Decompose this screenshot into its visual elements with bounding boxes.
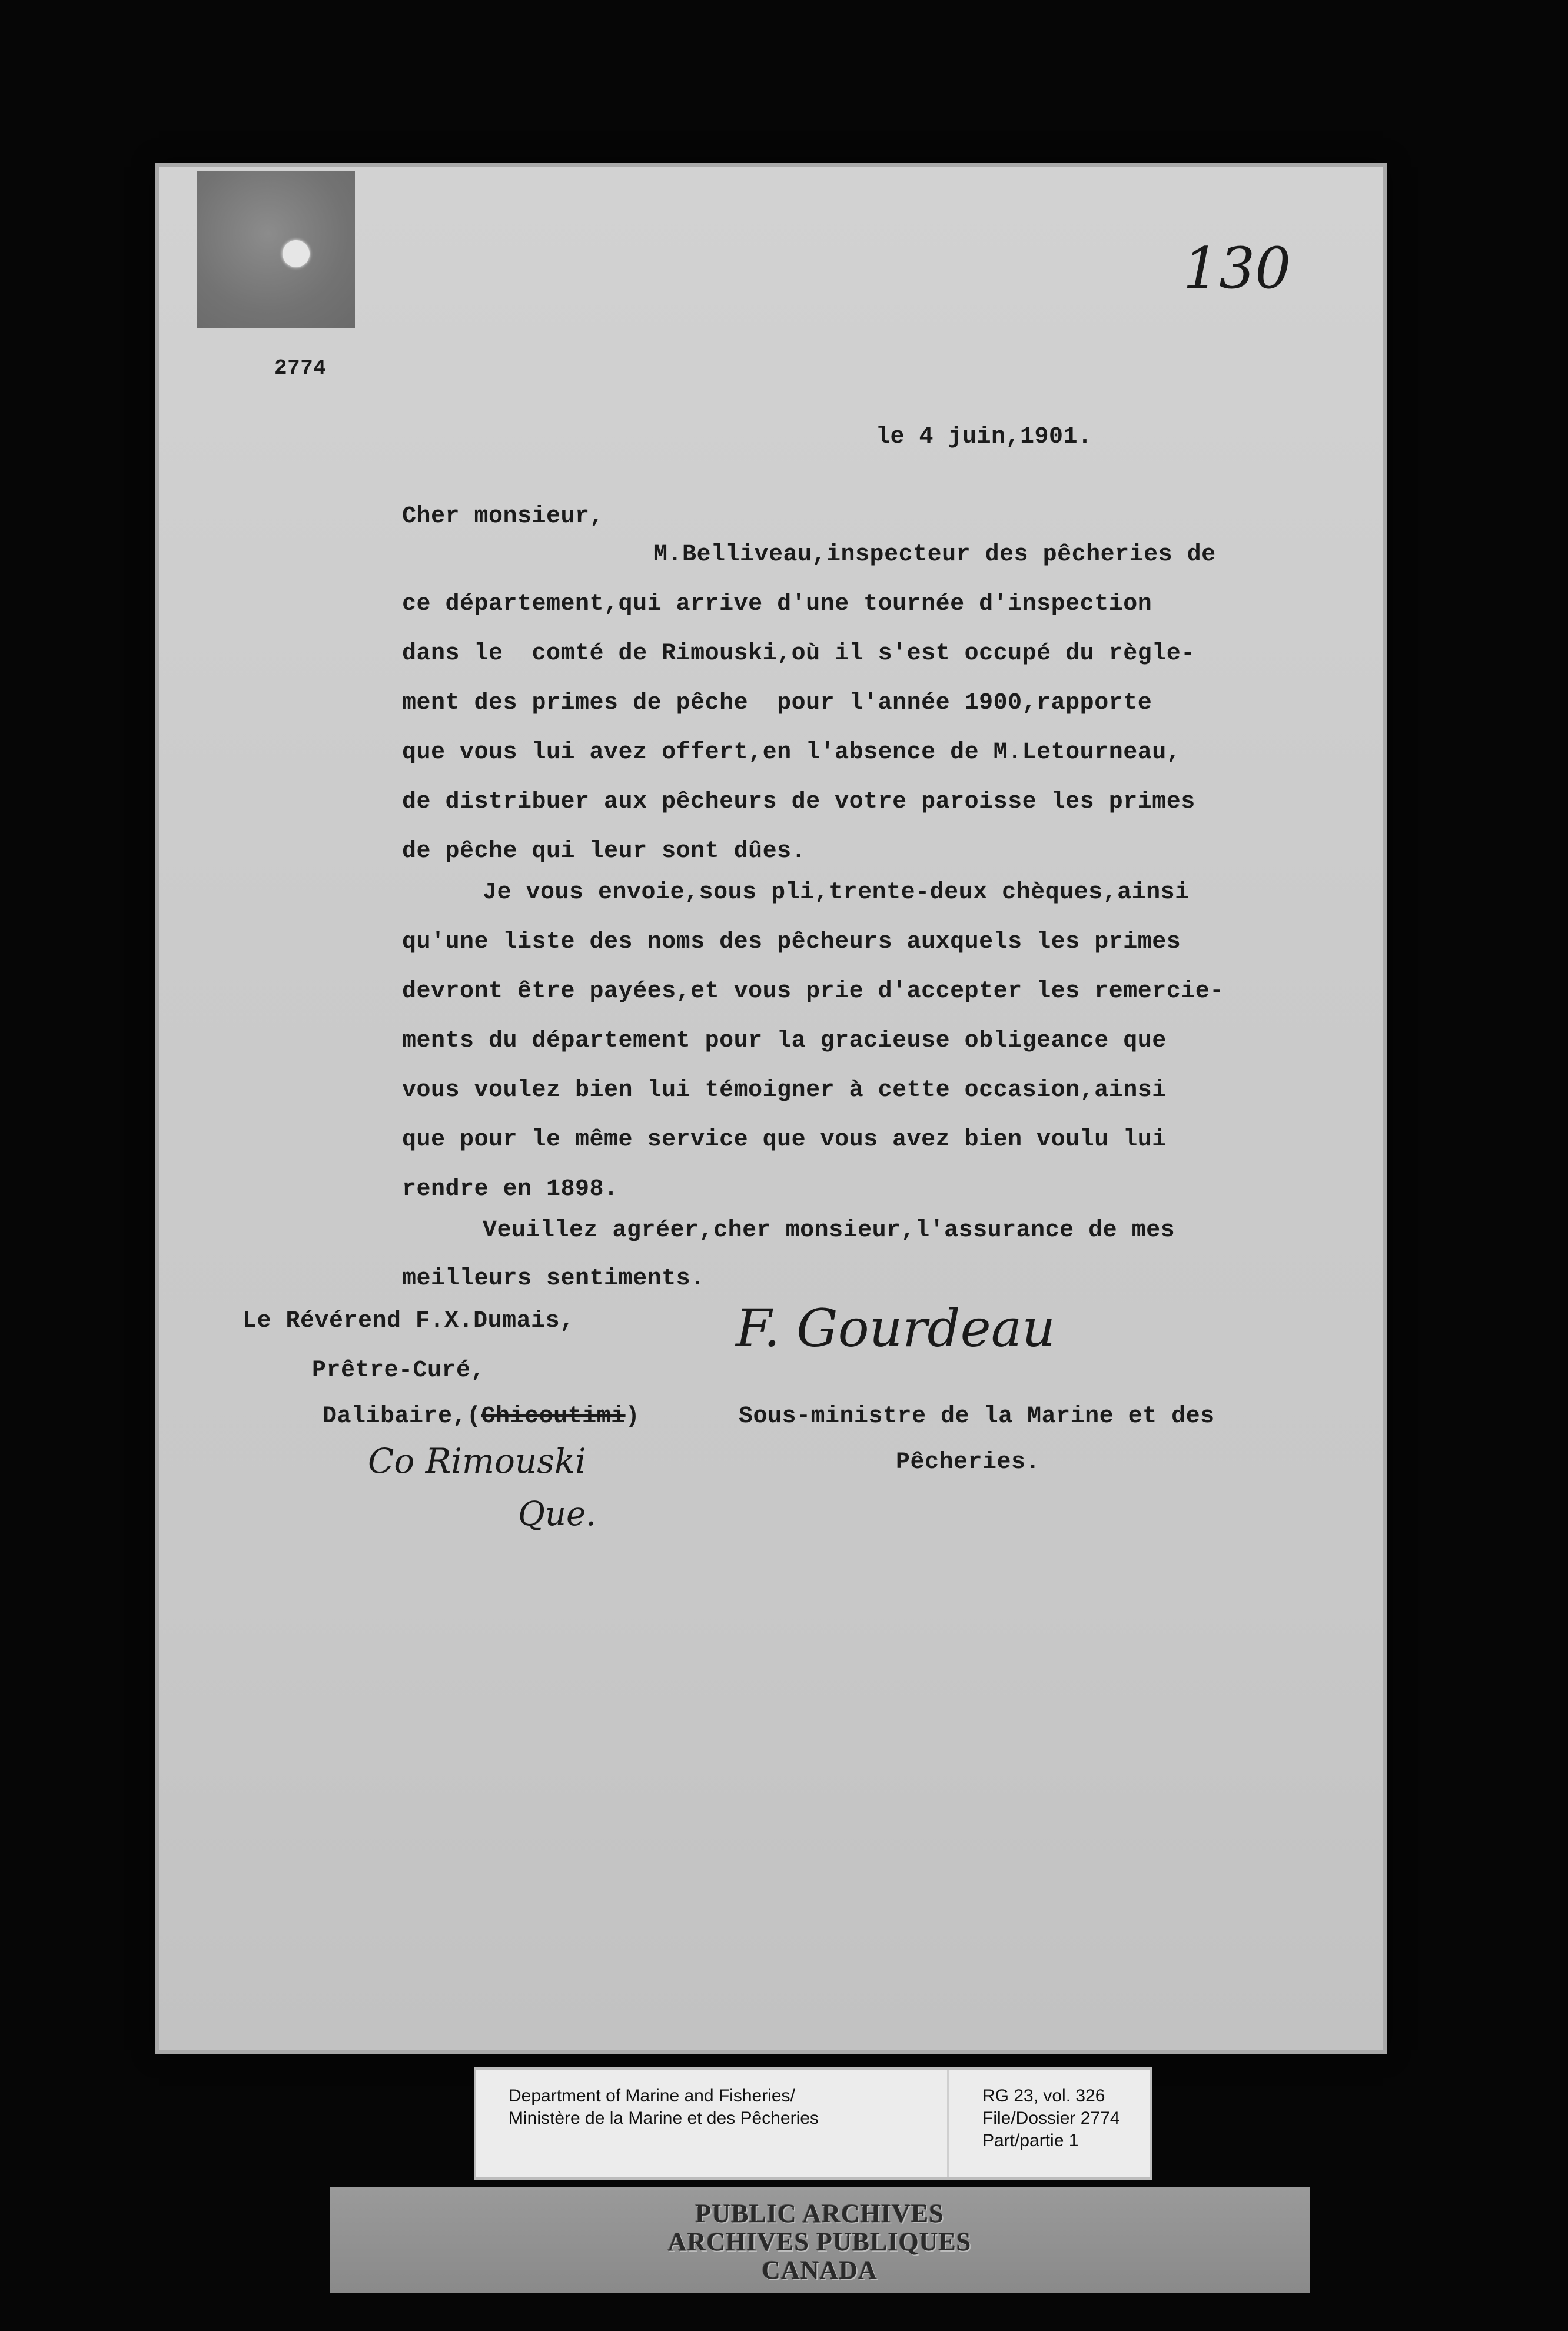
archive-stamp-line: ARCHIVES PUBLIQUES (667, 2227, 972, 2256)
archive-stamp-line: PUBLIC ARCHIVES (695, 2199, 944, 2228)
body-line: dans le comté de Rimouski,où il s'est occupé du règle- (402, 640, 1195, 667)
body-line: que vous lui avez offert,en l'absence de M.Letourneau, (402, 739, 1181, 766)
label-reference: Part/partie 1 (982, 2131, 1079, 2150)
addressee-handwritten-county: Co Rimouski (368, 1441, 586, 1481)
body-line: ce département,qui arrive d'une tournée d'inspection (402, 591, 1152, 617)
body-line: Veuillez agréer,cher monsieur,l'assurance de mes (483, 1217, 1175, 1244)
label-divider (947, 2070, 949, 2177)
file-number: 2774 (274, 356, 327, 380)
addressee-name: Le Révérend F.X.Dumais, (242, 1308, 574, 1334)
body-line: rendre en 1898. (402, 1176, 619, 1203)
addressee-place: Dalibaire,(Chicoutimi) (323, 1403, 640, 1430)
addressee-handwritten-province: Que. (518, 1495, 596, 1533)
letter-sheet (159, 167, 1383, 2050)
signature-handwritten: F. Gourdeau (736, 1298, 1055, 1359)
body-line: vous voulez bien lui témoigner à cette occasion,ainsi (402, 1077, 1167, 1104)
letter-date: le 4 juin,1901. (876, 424, 1092, 450)
label-department: Department of Marine and Fisheries/ (509, 2086, 795, 2106)
stamp-corner (197, 171, 355, 328)
body-line: devront être payées,et vous prie d'accepter les remercie- (402, 978, 1224, 1005)
punch-hole (283, 240, 310, 267)
archive-stamp-line: CANADA (762, 2256, 878, 2284)
salutation: Cher monsieur, (402, 503, 604, 530)
body-line: qu'une liste des noms des pêcheurs auxquels les primes (402, 929, 1181, 955)
body-line: que pour le même service que vous avez bien voulu lui (402, 1127, 1167, 1153)
signature-title: Pêcheries. (896, 1449, 1041, 1476)
archive-stamp (330, 2187, 1310, 2293)
addressee-title: Prêtre-Curé, (312, 1357, 486, 1384)
label-reference: RG 23, vol. 326 (982, 2086, 1105, 2106)
struck-place: Chicoutimi (481, 1403, 626, 1430)
label-reference: File/Dossier 2774 (982, 2108, 1120, 2128)
label-department: Ministère de la Marine et des Pêcheries (509, 2108, 819, 2128)
page-number-handwritten: 130 (1183, 235, 1291, 301)
body-line: de pêche qui leur sont dûes. (402, 838, 806, 865)
signature-title: Sous-ministre de la Marine et des (739, 1403, 1215, 1430)
body-line: M.Belliveau,inspecteur des pêcheries de (653, 542, 1216, 568)
body-line: Je vous envoie,sous pli,trente-deux chèques,ainsi (483, 879, 1190, 906)
body-line: de distribuer aux pêcheurs de votre paroisse les primes (402, 789, 1195, 815)
body-line: ment des primes de pêche pour l'année 1900,rapporte (402, 690, 1152, 716)
body-line: meilleurs sentiments. (402, 1266, 705, 1292)
body-line: ments du département pour la gracieuse obligeance que (402, 1028, 1167, 1054)
archive-label (474, 2067, 1152, 2180)
